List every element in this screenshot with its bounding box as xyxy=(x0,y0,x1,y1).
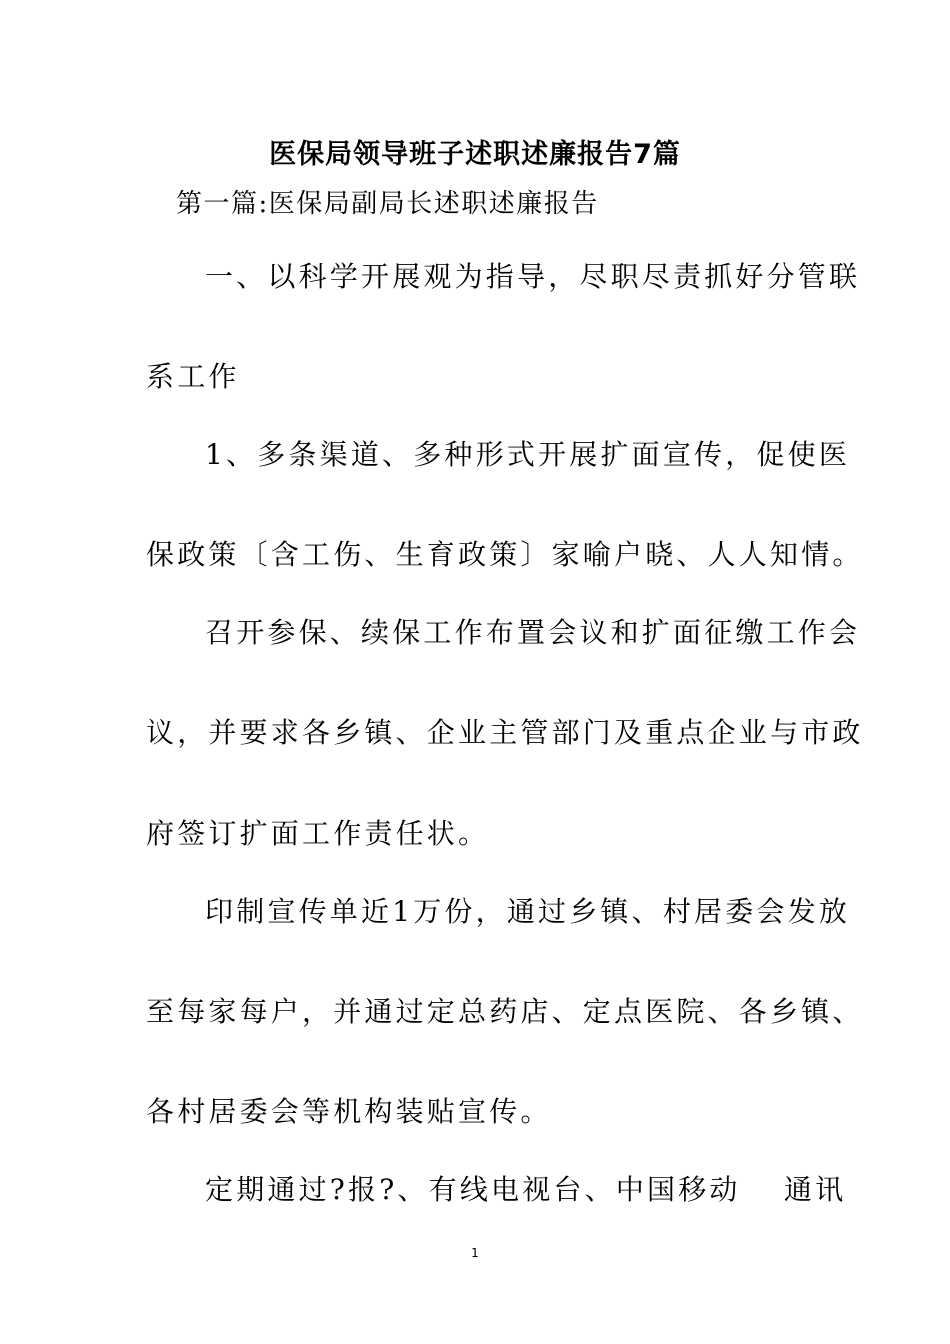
paragraph-line: 议，并要求各乡镇、企业主管部门及重点企业与市政 xyxy=(146,716,864,749)
paragraph-line: 府签订扩面工作责任状。 xyxy=(146,817,490,850)
paragraph-line: 召开参保、续保工作布置会议和扩面征缴工作会 xyxy=(205,616,861,649)
document-title: 医保局领导班子述职述廉报告7篇 xyxy=(269,139,681,170)
paragraph-line: 一、以科学开展观为指导，尽职尽责抓好分管联 xyxy=(205,260,861,293)
paragraph-line: 保政策〔含工伤、生育政策〕家喻户晓、人人知情。 xyxy=(146,538,864,571)
paragraph-line: 定期通过?报?、有线电视台、中国移动 通讯 xyxy=(205,1173,847,1206)
paragraph-line: 1、多条渠道、多种形式开展扩面宣传，促使医 xyxy=(205,438,851,471)
paragraph-line: 系工作 xyxy=(146,360,240,393)
page-number: 1 xyxy=(471,1246,479,1260)
paragraph-line: 各村居委会等机构装贴宣传。 xyxy=(146,1095,552,1128)
document-subtitle: 第一篇:医保局副局长述职述廉报告 xyxy=(176,189,599,219)
paragraph-line: 至每家每户，并通过定总药店、定点医院、各乡镇、 xyxy=(146,995,864,1028)
paragraph-line: 印制宣传单近1万份，通过乡镇、村居委会发放 xyxy=(205,895,851,928)
